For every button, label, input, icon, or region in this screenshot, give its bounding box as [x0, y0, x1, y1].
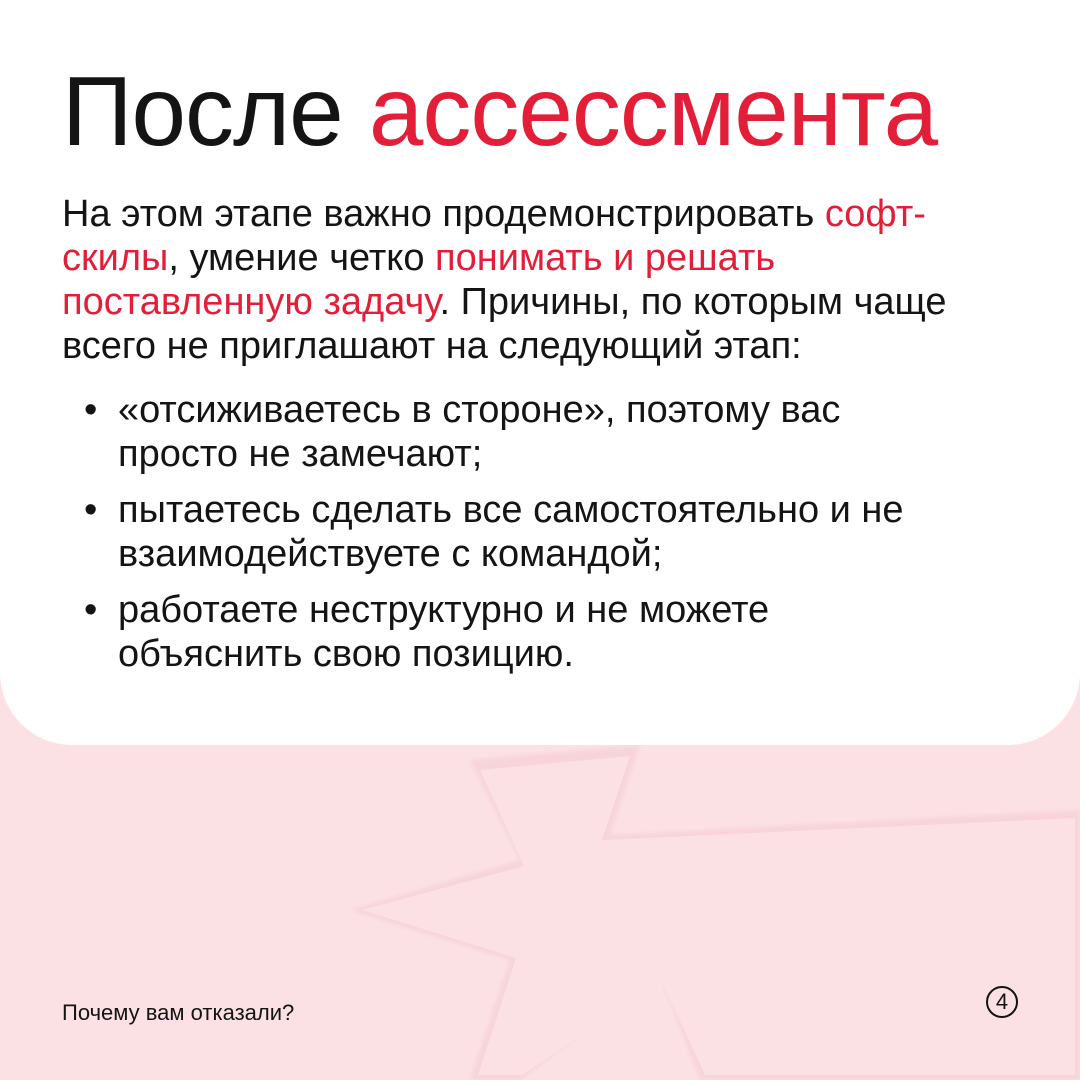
list-item	[62, 588, 962, 676]
bullet-icon: •	[84, 589, 98, 631]
list-item	[62, 388, 962, 476]
intro-highlight-soft-skills: софт-скилы	[62, 193, 926, 279]
page-number-badge: 4	[986, 986, 1018, 1018]
intro-highlight-task: понимать и решать поставленную задачу	[62, 237, 776, 323]
intro-text-2: , умение четко	[168, 237, 436, 279]
bullet-icon: •	[84, 489, 98, 531]
title-part-dark: После	[62, 56, 369, 166]
intro-text-1: На этом этапе важно продемонстрировать	[62, 193, 825, 235]
list-item-text: «отсиживаетесь в стороне», поэтому вас просто не замечают;	[118, 389, 841, 475]
list-item	[62, 488, 962, 576]
title-part-accent: ассессмента	[368, 56, 938, 166]
bullet-icon: •	[84, 389, 98, 431]
list-item-text: работаете неструктурно и не можете объяснить свою позицию.	[118, 589, 770, 675]
intro-paragraph	[62, 192, 1032, 368]
list-item-text: пытаетесь сделать все самостоятельно и не взаимодействуете с командой;	[118, 489, 904, 575]
footer-caption: Почему вам отказали?	[62, 1000, 295, 1025]
reasons-list	[62, 388, 962, 688]
intro-text-3: . Причины, по которым чаще всего не приглашают на следующий этап:	[62, 281, 947, 367]
page-title	[62, 58, 937, 166]
